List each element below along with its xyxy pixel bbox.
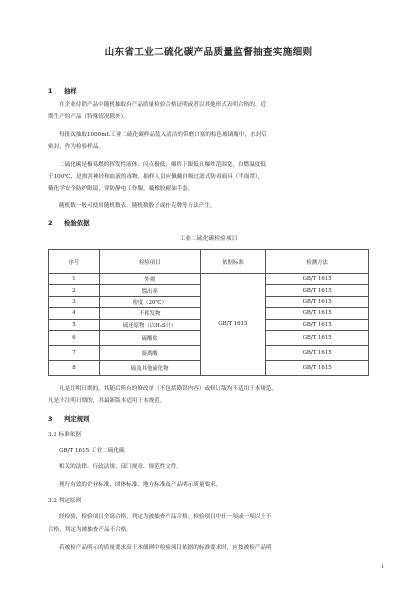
subsection-heading: 3.2 判定原则: [48, 498, 82, 504]
paragraph-line: 凡是注明日期的，其随后所有的修改单（不包括勘误内容）或修订版均不适用于本规范。: [59, 386, 278, 392]
row-item: 游离酸: [99, 345, 200, 360]
table-row: [49, 274, 369, 285]
row-method: GB/T 1615: [266, 296, 369, 307]
page-title: 山东省工业二硫化碳产品质量监督抽查实施细则: [104, 47, 313, 58]
section-number: 3: [48, 415, 53, 423]
header-cell: 序号: [49, 250, 100, 274]
header-cell: 检测方法: [266, 250, 369, 274]
section-number: 1: [48, 87, 53, 95]
paragraph-line: 密封，作为检验样品。: [48, 144, 104, 150]
section-number: 2: [48, 219, 53, 227]
paragraph-line: 每批次抽取1000mL工业二硫化碳样品装入清洁的带磨口塞的棕色玻璃瓶中，水封后: [59, 132, 267, 138]
standard-reference: GB/T 1615 工业二硫化碳: [59, 448, 125, 454]
inspection-items-table: [48, 249, 369, 376]
row-item: 硫酸盐: [99, 330, 200, 345]
section-title: 判定规则: [64, 415, 90, 423]
row-item: 硫及其他硫化物: [99, 360, 200, 375]
row-number: 1: [49, 274, 100, 285]
row-item: 外观: [99, 274, 200, 285]
row-item: 不挥发物: [99, 308, 200, 319]
row-method: GB/T 1615: [266, 285, 369, 296]
paragraph-line: 合格，判定为被抽查产品不合格。: [48, 527, 132, 533]
table-header-row: [49, 250, 369, 274]
row-number: 3: [49, 296, 100, 307]
section-title: 抽样: [64, 87, 77, 95]
row-number: 6: [49, 330, 100, 345]
section-heading-3: [48, 414, 90, 423]
section-heading-1: [48, 86, 77, 95]
page-number: 1: [381, 564, 385, 570]
row-number: 7: [49, 345, 100, 360]
row-item: 馏出率: [99, 285, 200, 296]
paragraph-line: 若被检产品明示的质量要求高于本细则中检验项目依据的标准要求时，应按被检产品明: [59, 545, 272, 551]
paragraph-line: 现行有效的企业标准、团体标准、地方标准及产品明示质量要求。: [59, 482, 222, 488]
row-method: GB/T 1615: [266, 345, 369, 360]
paragraph-line: 凡是不注明日期的，其最新版本适用于本规范。: [48, 398, 166, 404]
paragraph-line: 于100℃，是损害神经和血液的毒物，抽样人员应佩戴自吸过滤式防毒面具（半面罩），: [48, 174, 264, 180]
standard-cell: GB/T 1615: [200, 274, 266, 376]
row-method: GB/T 1615: [266, 308, 369, 319]
paragraph-line: 在企业待销产品中随机抽取有产品质量检验合格证明或者以其他形式表明合格的、近: [59, 102, 266, 108]
row-number: 2: [49, 285, 100, 296]
row-item: 密度（20℃）: [99, 296, 200, 307]
paragraph-line: 随机数一般可使用随机数表、随机数骰子或扑克牌等方法产生。: [59, 203, 216, 209]
paragraph-line: 戴化学安全防护眼镜，穿防静电工作服，戴橡胶耐油手套。: [48, 186, 194, 192]
row-method: GB/T 1615: [266, 360, 369, 375]
row-method: GB/T 1615: [266, 319, 369, 330]
row-number: 5: [49, 319, 100, 330]
header-cell: 检验项目: [99, 250, 200, 274]
paragraph-line: 二硫化碳是极易燃的挥发性液体，闪点极低，爆炸下限低且爆炸范围宽，自燃温度低: [59, 162, 266, 168]
paragraph-line: 相关的法律、行政法规、部门规章、规范性文件。: [59, 464, 183, 470]
section-title: 检验依据: [64, 219, 90, 227]
table-caption: 工业二硫化碳检验项目: [179, 236, 238, 242]
row-number: 8: [49, 360, 100, 375]
subsection-heading: 3.1 标准依据: [48, 432, 82, 438]
paragraph-line: 经检验，检验项目全部合格，判定为被抽查产品合格；检验项目中任一项或一项以上不: [59, 514, 272, 520]
section-heading-2: [48, 218, 90, 227]
row-item: 硫还原物（以H₂S计）: [99, 319, 200, 330]
row-method: GB/T 1615: [266, 330, 369, 345]
row-number: 4: [49, 308, 100, 319]
header-cell: 依据标准: [200, 250, 266, 274]
row-method: GB/T 1615: [266, 274, 369, 285]
paragraph-line: 期生产的产品（特殊情况除外）。: [48, 114, 130, 120]
